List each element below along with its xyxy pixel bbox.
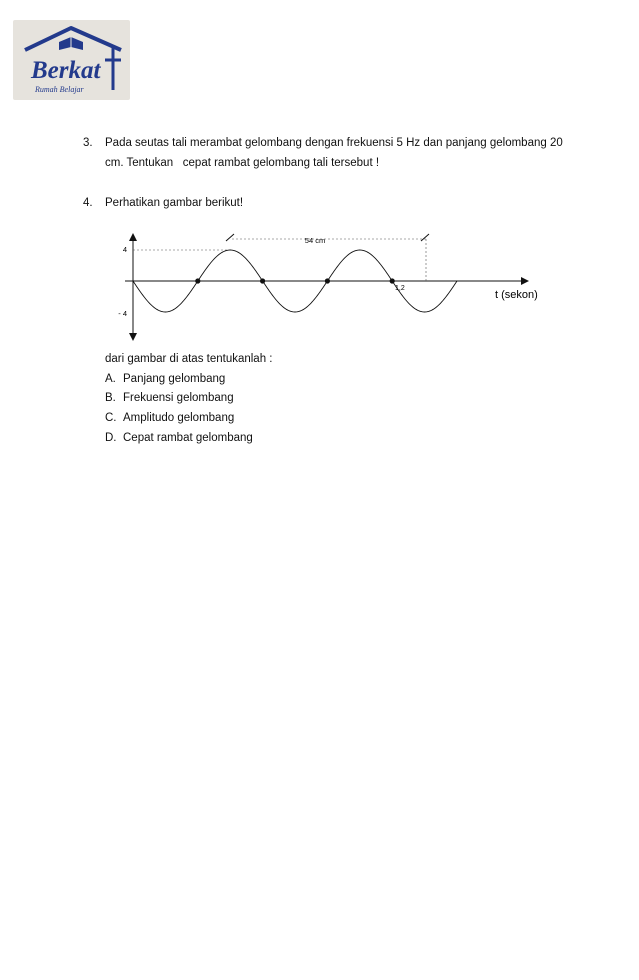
option-b xyxy=(105,389,273,409)
option-text: Amplitudo gelombang xyxy=(123,412,235,425)
wave-node-dot xyxy=(260,278,265,283)
question-4-prompt xyxy=(105,350,273,448)
prompt-intro: dari gambar di atas tentukanlah : xyxy=(105,353,273,365)
option-letter: B. xyxy=(105,392,116,405)
option-text: Cepat rambat gelombang xyxy=(123,431,253,444)
wave-node-dot xyxy=(195,278,200,283)
option-letter: A. xyxy=(105,372,116,385)
distance-label: 54 cm xyxy=(304,236,326,245)
question-line: cm. Tentukan cepat rambat gelombang tali tersebut ! xyxy=(105,157,380,169)
distance-tick-right xyxy=(421,234,429,241)
option-c xyxy=(105,409,273,429)
option-a xyxy=(105,370,273,390)
option-letter: D. xyxy=(105,431,117,444)
y-negative-label: - 4 xyxy=(118,309,127,318)
option-text: Frekuensi gelombang xyxy=(123,392,234,405)
house-logo-icon xyxy=(13,20,130,100)
question-number: 4. xyxy=(83,197,93,209)
question-line: Pada seutas tali merambat gelombang dengan frekuensi 5 Hz dan panjang gelombang 20 xyxy=(105,137,563,149)
distance-tick-left xyxy=(226,234,234,241)
wave-node-dot xyxy=(390,278,395,283)
question-number: 3. xyxy=(83,137,93,149)
logo-brand-text: Berkat xyxy=(31,57,101,84)
y-positive-label: 4 xyxy=(122,245,127,254)
time-axis-label: t (sekon) xyxy=(495,289,538,301)
wave-figure xyxy=(105,222,545,347)
wave-diagram xyxy=(105,222,545,347)
wave-node-dot xyxy=(325,278,330,283)
option-d xyxy=(105,429,273,449)
option-text: Panjang gelombang xyxy=(123,372,226,385)
logo xyxy=(13,20,130,100)
question-line: Perhatikan gambar berikut! xyxy=(105,197,244,209)
logo-tagline-text: Rumah Belajar xyxy=(35,85,84,94)
option-letter: C. xyxy=(105,412,117,425)
time-end-label: 1,2 xyxy=(395,285,405,292)
